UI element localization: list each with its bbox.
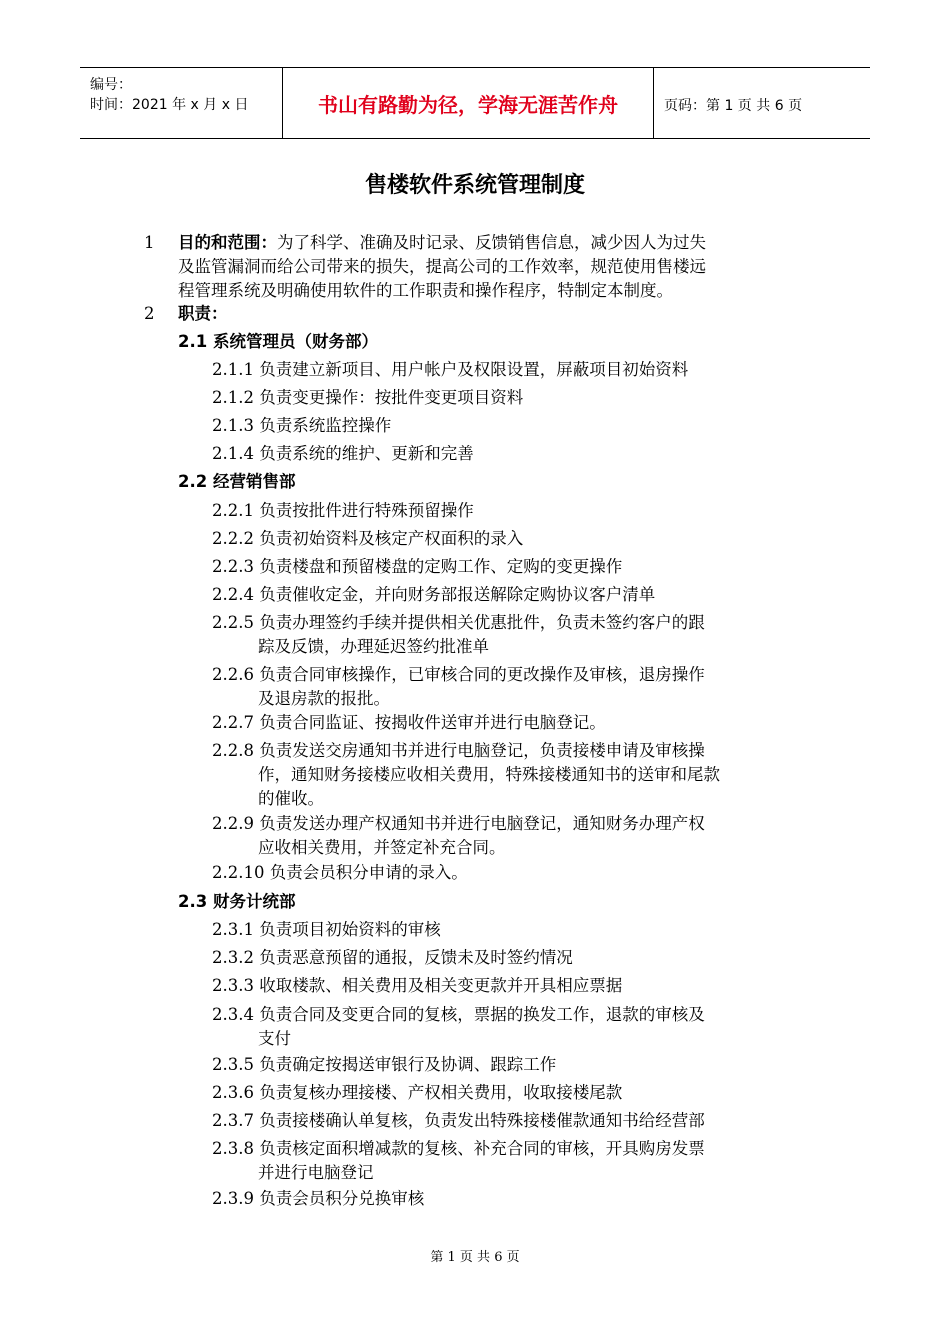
list-item: 2.3.9 负责会员积分兑换审核 bbox=[212, 1189, 425, 1208]
list-item: 2.3.4 负责合同及变更合同的复核，票据的换发工作，退款的审核及 bbox=[212, 1005, 705, 1024]
header-time-label: 时间：2021 年 x 月 x 日 bbox=[90, 97, 249, 113]
list-item: 2.2.3 负责楼盘和预留楼盘的定购工作、定购的变更操作 bbox=[212, 557, 623, 576]
list-item-continuation: 应收相关费用，并签定补充合同。 bbox=[258, 838, 506, 857]
list-item-continuation: 及退房款的报批。 bbox=[258, 689, 390, 708]
page-footer: 第 1 页 共 6 页 bbox=[430, 1250, 520, 1265]
list-item: 2.2.5 负责办理签约手续并提供相关优惠批件，负责未签约客户的跟 bbox=[212, 613, 705, 632]
list-item: 2.3.8 负责核定面积增减款的复核、补充合同的审核，开具购房发票 bbox=[212, 1139, 705, 1158]
list-item: 2.1.1 负责建立新项目、用户帐户及权限设置，屏蔽项目初始资料 bbox=[212, 360, 689, 379]
list-item: 2.2.7 负责合同监证、按揭收件送审并进行电脑登记。 bbox=[212, 713, 606, 732]
header-page-info: 页码：第 1 页 共 6 页 bbox=[664, 98, 803, 114]
section-1-line-2: 及监管漏洞而给公司带来的损失，提高公司的工作效率，规范使用售楼远 bbox=[178, 257, 706, 276]
header-motto: 书山有路勤为径，学海无涯苦作舟 bbox=[283, 68, 654, 138]
list-item: 2.3.7 负责接楼确认单复核，负责发出特殊接楼催款通知书给经营部 bbox=[212, 1111, 705, 1130]
section-1-line-3: 程管理系统及明确使用软件的工作职责和操作程序，特制定本制度。 bbox=[178, 281, 673, 300]
section-1-line-1 bbox=[178, 231, 706, 255]
list-item: 2.3.2 负责恶意预留的通报，反馈未及时签约情况 bbox=[212, 948, 573, 967]
section-1-number: 1 bbox=[144, 233, 155, 252]
list-item: 2.2.9 负责发送办理产权通知书并进行电脑登记，通知财务办理产权 bbox=[212, 814, 705, 833]
header-meta-cell bbox=[80, 68, 283, 138]
list-item-continuation: 并进行电脑登记 bbox=[258, 1163, 374, 1182]
list-item: 2.2.2 负责初始资料及核定产权面积的录入 bbox=[212, 529, 524, 548]
section-1-label: 目的和范围： bbox=[178, 233, 277, 252]
list-item: 2.2.6 负责合同审核操作，已审核合同的更改操作及审核，退房操作 bbox=[212, 665, 705, 684]
list-item: 2.1.4 负责系统的维护、更新和完善 bbox=[212, 444, 474, 463]
list-item: 2.3.3 收取楼款、相关费用及相关变更款并开具相应票据 bbox=[212, 976, 623, 995]
list-item: 2.2.8 负责发送交房通知书并进行电脑登记，负责接楼申请及审核操 bbox=[212, 741, 705, 760]
section-2-label: 职责： bbox=[178, 304, 228, 323]
list-item: 2.3.6 负责复核办理接楼、产权相关费用，收取接楼尾款 bbox=[212, 1083, 623, 1102]
list-item-continuation: 作，通知财务接楼应收相关费用，特殊接楼通知书的送审和尾款 bbox=[258, 765, 720, 784]
list-item: 2.2.10 负责会员积分申请的录入。 bbox=[212, 863, 468, 882]
header-number-label: 编号： bbox=[90, 77, 132, 93]
list-item: 2.3.5 负责确定按揭送审银行及协调、跟踪工作 bbox=[212, 1055, 557, 1074]
section-2-number: 2 bbox=[144, 304, 155, 323]
document-header bbox=[80, 67, 870, 139]
section-2-3-heading: 2.3 财务计统部 bbox=[178, 892, 296, 911]
list-item-continuation: 踪及反馈，办理延迟签约批准单 bbox=[258, 637, 489, 656]
section-2-1-heading: 2.1 系统管理员（财务部） bbox=[178, 332, 378, 351]
section-2-2-heading: 2.2 经营销售部 bbox=[178, 472, 296, 491]
list-item: 2.1.2 负责变更操作：按批件变更项目资料 bbox=[212, 388, 524, 407]
list-item: 2.1.3 负责系统监控操作 bbox=[212, 416, 392, 435]
document-title: 售楼软件系统管理制度 bbox=[364, 173, 585, 198]
list-item: 2.3.1 负责项目初始资料的审核 bbox=[212, 920, 441, 939]
section-1-text-1: 为了科学、准确及时记录、反馈销售信息，减少因人为过失 bbox=[277, 233, 706, 252]
list-item-continuation: 的催收。 bbox=[258, 789, 324, 808]
list-item-continuation: 支付 bbox=[258, 1029, 291, 1048]
list-item: 2.2.1 负责按批件进行特殊预留操作 bbox=[212, 501, 474, 520]
list-item: 2.2.4 负责催收定金，并向财务部报送解除定购协议客户清单 bbox=[212, 585, 656, 604]
